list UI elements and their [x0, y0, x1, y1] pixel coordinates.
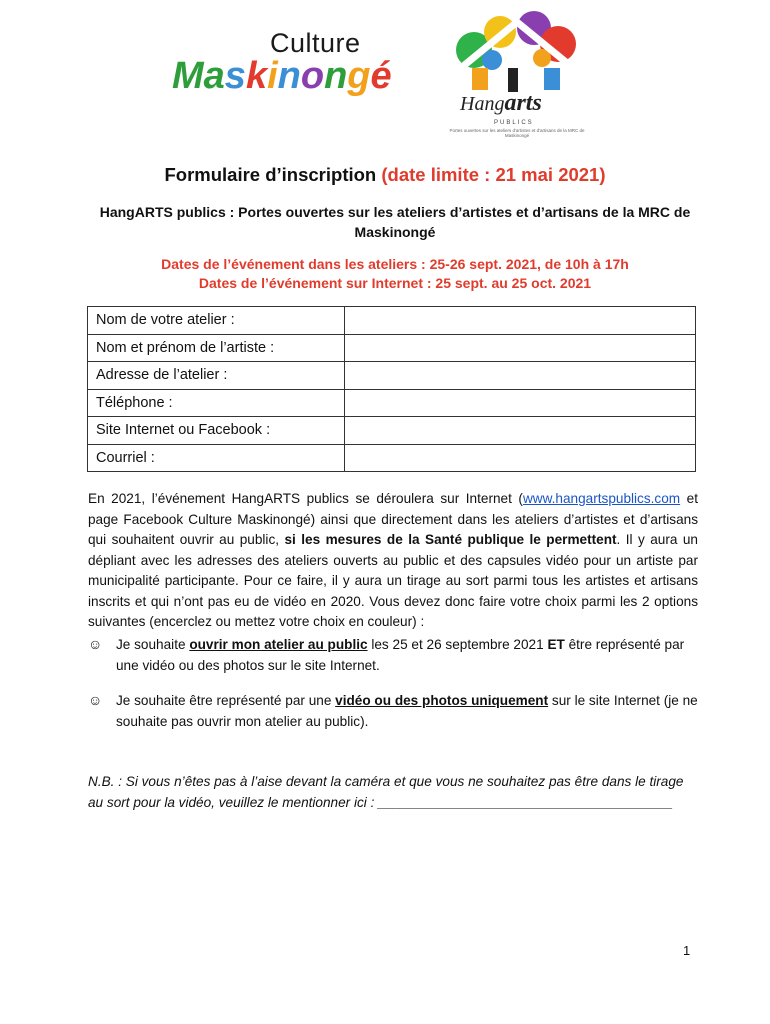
registration-table — [87, 306, 696, 472]
table-row — [88, 417, 696, 445]
option-text: Je souhaite être représenté par une vidéo ou des photos uniquement sur le site Internet (je ne souhaite pas ouvrir mon atelier au public). — [116, 693, 698, 729]
hangarts-house-graphic — [442, 10, 592, 130]
hang-word: Hangarts — [460, 90, 542, 116]
field-label: Adresse de l’atelier : — [88, 362, 345, 390]
field-input-site[interactable] — [345, 417, 696, 445]
table-row — [88, 334, 696, 362]
dates-workshops: Dates de l’événement dans les ateliers : 25-26 sept. 2021, de 10h à 17h — [161, 256, 629, 272]
table-row — [88, 389, 696, 417]
maskinonge-wordmark — [170, 26, 395, 106]
field-input-atelier[interactable] — [345, 307, 696, 335]
table-row — [88, 444, 696, 472]
field-label: Nom et prénom de l’artiste : — [88, 334, 345, 362]
option-text: Je souhaite ouvrir mon atelier au public les 25 et 26 septembre 2021 ET être représenté par une vidéo ou des photos sur le site Internet. — [116, 637, 685, 673]
logo-culture-word: Culture — [270, 28, 361, 58]
field-input-telephone[interactable] — [345, 389, 696, 417]
field-label: Courriel : — [88, 444, 345, 472]
culture-maskinonge-logo — [170, 26, 395, 106]
hangarts-caption: Portes ouvertes sur les ateliers d'artistes et d'artisans de la MRC de Maskinongé — [449, 128, 585, 138]
svg-text:Maskinongé: Maskinongé — [172, 55, 392, 97]
form-deadline: (date limite : 21 mai 2021) — [381, 164, 606, 185]
hangarts-logo — [442, 10, 592, 150]
field-input-artiste[interactable] — [345, 334, 696, 362]
dates-internet: Dates de l’événement sur Internet : 25 sept. au 25 oct. 2021 — [198, 275, 592, 291]
page-number: 1 — [683, 943, 691, 958]
description-text: et page Facebook Culture Maskinongé) ainsi que directement dans les ateliers d’artistes et d’artisans qui souhaitent ouvrir au public, — [88, 491, 698, 547]
table-row — [88, 307, 696, 335]
nb-note: N.B. : Si vous n’êtes pas à l’aise devant la caméra et que vous ne souhaitez pas être dans le tirage au sort pour la vidéo, veuillez le mentionner ici : _______________________________________ — [88, 774, 684, 810]
event-dates — [95, 255, 695, 293]
description-text: . Il y aura un dépliant avec les adresses des ateliers ouverts au public et des capsules vidéo pour un artiste par municipalité participante. Pour ce faire, il y aura un tirage au sort parmi tous les artistes et artisans inscrits et qui n’ont pas eu de vidéo en 2020. Vous devez donc faire votre choix parmi les 2 options suivantes (encerclez ou mettez votre choix en couleur) : — [88, 532, 698, 629]
svg-text:PUBLICS: PUBLICS — [494, 120, 534, 126]
smiley-icon: ☺ — [88, 692, 103, 708]
event-subtitle: HangARTS publics : Portes ouvertes sur les ateliers d’artistes et d’artisans de la MRC de Maskinongé — [99, 204, 691, 240]
form-title — [0, 164, 770, 186]
smiley-icon: ☺ — [88, 636, 103, 652]
option-video-only[interactable] — [88, 690, 700, 732]
event-description — [88, 489, 698, 633]
health-measures-note: si les mesures de la Santé publique le permettent — [284, 532, 617, 547]
option-open-atelier[interactable] — [88, 634, 700, 676]
description-text: En 2021, l’événement HangARTS publics se déroulera sur Internet ( — [88, 491, 523, 506]
field-input-adresse[interactable] — [345, 362, 696, 390]
table-row — [88, 362, 696, 390]
website-link[interactable]: www.hangartspublics.com — [522, 491, 681, 506]
field-label: Site Internet ou Facebook : — [88, 417, 345, 445]
field-label: Nom de votre atelier : — [88, 307, 345, 335]
form-title-main: Formulaire d’inscription — [164, 164, 377, 185]
field-input-courriel[interactable] — [345, 444, 696, 472]
field-label: Téléphone : — [88, 389, 345, 417]
